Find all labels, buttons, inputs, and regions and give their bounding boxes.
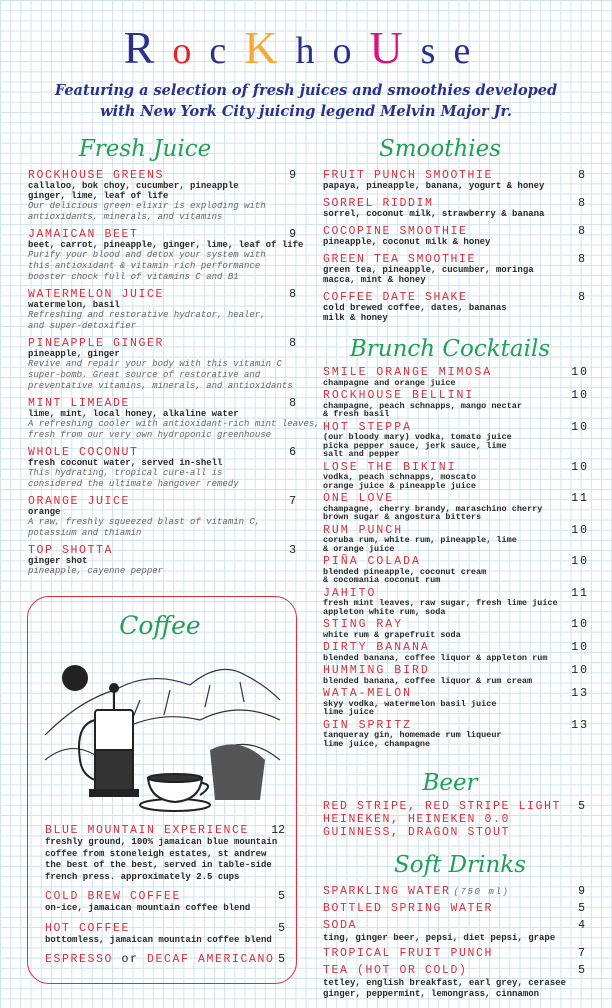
logo-letter: e	[453, 30, 489, 72]
item-ingredients: champagne, cherry brandy, maraschino cherry brown sugar & angostura bitters	[323, 503, 543, 522]
menu-item	[323, 420, 589, 459]
menu-item	[323, 557, 589, 585]
menu-item	[28, 289, 296, 332]
item-ingredients: champagne, peach schnapps, mango nectar & fresh basil	[323, 400, 522, 419]
logo-letter: K	[244, 22, 296, 73]
item-name-text: ONE LOVE	[323, 492, 395, 505]
item-ingredients: callaloo, bok choy, cucumber, pineapple ginger, lime, leaf of life	[28, 181, 239, 201]
menu-item	[323, 494, 589, 522]
logo-letter: s	[420, 30, 454, 72]
item-name	[28, 447, 296, 458]
item-name-text: JAMAICAN BEET	[28, 228, 139, 241]
item-name	[28, 289, 296, 300]
menu-item	[28, 228, 304, 283]
logo-letter: o	[332, 30, 370, 72]
item-price: 7	[578, 947, 585, 960]
logo-letter: U	[369, 22, 421, 73]
tagline-line-1: Featuring a selection of fresh juices and smoothies developed	[54, 82, 558, 99]
item-price: 10	[571, 664, 589, 677]
item-description: This hydrating, tropical cure-all is considered the ultimate hangover remedy	[28, 468, 239, 489]
beer-price: 5	[578, 800, 585, 813]
item-name	[45, 824, 285, 837]
item-name-text: PIÑA COLADA	[323, 555, 421, 568]
menu-item	[323, 292, 585, 323]
item-name-text: MINT LIMEADE	[28, 397, 131, 410]
item-name	[45, 953, 285, 966]
item-price: 11	[571, 586, 589, 600]
item-name	[323, 292, 585, 303]
item-price: 12	[271, 824, 285, 837]
item-price: 5	[578, 902, 585, 915]
menu-item-espresso	[45, 953, 285, 966]
item-price: 10	[571, 420, 589, 434]
item-name	[323, 901, 585, 916]
item-name	[323, 170, 585, 181]
item-ingredients: papaya, pineapple, banana, yogurt & honey	[323, 181, 545, 191]
menu-item	[323, 391, 589, 419]
restaurant-logo	[0, 22, 612, 77]
soft-drinks-list	[323, 884, 585, 1002]
item-ingredients: skyy vodka, watermelon basil juice lime juice	[323, 698, 497, 717]
item-ingredients: pineapple, coconut milk & honey	[323, 237, 491, 247]
item-name-text: BLUE MOUNTAIN EXPERIENCE	[45, 824, 250, 837]
item-ingredients: sorrel, coconut milk, strawberry & banana	[323, 209, 545, 219]
item-name-text: SPARKLING WATER	[323, 885, 451, 898]
item-price: 8	[578, 197, 585, 210]
sun-icon	[62, 665, 88, 691]
item-name-text: DIRTY BANANA	[323, 641, 430, 654]
item-name-text: LOSE THE BIKINI	[323, 460, 457, 474]
beer-line: RED STRIPE, RED STRIPE LIGHT	[323, 800, 562, 813]
menu-item	[323, 226, 585, 247]
menu-item	[28, 496, 296, 539]
item-description: Purify your blood and detox your system with this antioxidant & vitamin rich performance booster chock full of vitamins C and B1	[28, 250, 266, 282]
item-ingredients: coruba rum, white rum, pineapple, lime & orange juice	[323, 535, 517, 554]
menu-item	[323, 884, 585, 899]
menu-item	[28, 397, 320, 441]
item-price: 9	[289, 169, 296, 182]
item-price: 5	[278, 953, 285, 966]
decaf-americano-label: DECAF AMERICANO	[147, 953, 275, 966]
item-name	[28, 229, 296, 240]
menu-item	[323, 460, 589, 491]
menu-item	[45, 922, 285, 947]
menu-item	[323, 901, 585, 916]
item-name-text: STING RAY	[323, 618, 404, 631]
item-ingredients: orange	[28, 507, 61, 517]
item-name-text: COLD BREW COFFEE	[45, 890, 182, 903]
item-price: 3	[289, 544, 296, 557]
item-name-text: WHOLE COCONUT	[28, 446, 139, 459]
beer-line: GUINNESS, DRAGON STOUT	[323, 826, 511, 839]
brunch-cocktails-heading: Brunch Cocktails	[349, 336, 551, 362]
item-price: 13	[571, 718, 589, 732]
item-price: 8	[578, 169, 585, 182]
menu-item	[45, 824, 285, 883]
menu-item	[323, 643, 589, 662]
item-name-text: BOTTLED SPRING WATER	[323, 902, 494, 915]
item-price: 6	[289, 446, 296, 459]
item-name	[45, 922, 285, 935]
item-price: 13	[571, 687, 589, 700]
menu-item	[323, 368, 589, 387]
item-name-text: FRUIT PUNCH SMOOTHIE	[323, 169, 494, 182]
coffee-list	[45, 824, 285, 973]
item-name-text: ROCKHOUSE BELLINI	[323, 389, 475, 402]
coffee-illustration	[40, 640, 285, 815]
menu-item	[323, 586, 589, 617]
item-price: 10	[571, 523, 589, 537]
item-price: 10	[571, 641, 589, 654]
item-name-text: ROCKHOUSE GREENS	[28, 169, 165, 182]
item-ingredients: blended banana, coffee liquor & rum cream	[323, 675, 533, 686]
item-name	[28, 545, 296, 556]
item-price: 10	[571, 460, 589, 474]
item-name-text: WATA-MELON	[323, 687, 413, 700]
beer-line: HEINEKEN, HEINEKEN 0.0	[323, 813, 511, 826]
soft-drinks-heading: Soft Drinks	[393, 852, 526, 878]
item-name	[323, 963, 585, 978]
item-ingredients: watermelon, basil	[28, 300, 120, 310]
item-ingredients: bottomless, jamaican mountain coffee blend	[45, 934, 272, 945]
item-price: 5	[278, 890, 285, 903]
item-description: pineapple, cayenne pepper	[28, 566, 164, 576]
item-price: 10	[571, 555, 589, 568]
item-name	[323, 689, 589, 700]
espresso-label: ESPRESSO	[45, 953, 114, 966]
menu-item	[28, 170, 296, 223]
item-name-text: PINEAPPLE GINGER	[28, 337, 165, 350]
item-ingredients: ting, ginger beer, pepsi, diet pepsi, grape	[323, 933, 556, 943]
item-price: 10	[571, 366, 589, 379]
item-price: 5	[278, 921, 285, 935]
item-name	[323, 643, 589, 654]
french-press-icon	[79, 684, 138, 796]
brunch-cocktails-list	[323, 368, 589, 752]
item-description: A raw, freshly squeezed blast of vitamin C, potassium and thiamin	[28, 517, 261, 538]
item-ingredients: lime, mint, local honey, alkaline water	[28, 409, 239, 419]
logo-letter: R	[123, 22, 173, 73]
item-ingredients: fresh mint leaves, raw sugar, fresh lime juice appleton white rum, soda	[323, 598, 558, 617]
item-price: 8	[578, 253, 585, 266]
item-name-text: SORREL RIDDIM	[323, 197, 434, 210]
item-ingredients: beet, carrot, pineapple, ginger, lime, leaf of life	[28, 240, 304, 250]
logo-letter: c	[209, 30, 245, 72]
item-name	[323, 666, 589, 677]
menu-item	[323, 254, 585, 285]
menu-item	[323, 523, 589, 554]
item-price: 8	[578, 291, 585, 304]
item-name-text: JAHITO	[323, 586, 377, 600]
item-price: 8	[289, 288, 296, 301]
item-ingredients: champagne and orange juice	[323, 377, 456, 388]
or-label: or	[113, 953, 148, 966]
item-description: Revive and repair your body with this vitamin C super-bomb. Great source of restorative and preventative vitamins, minerals, and antioxidants	[28, 359, 293, 391]
item-ingredients: ginger shot	[28, 556, 88, 566]
beer-heading: Beer	[422, 770, 478, 796]
item-ingredients: vodka, peach schnapps, moscato orange juice & pineapple juice	[323, 472, 477, 491]
item-size-note: (750 ml)	[453, 887, 510, 897]
item-name	[323, 226, 585, 237]
item-price: 9	[289, 228, 296, 241]
item-ingredients: tetley, english breakfast, earl grey, cerasee ginger, peppermint, lemongrass, cinnamon	[323, 978, 567, 999]
menu-item	[28, 447, 296, 490]
tagline	[0, 80, 612, 122]
item-price: 10	[571, 618, 589, 631]
menu-item	[28, 338, 296, 392]
item-name	[323, 620, 589, 631]
item-name-text: TOP SHOTTA	[28, 544, 114, 557]
item-ingredients: on-ice, jamaican mountain coffee blend	[45, 903, 251, 913]
item-name	[323, 368, 589, 379]
item-name	[28, 398, 296, 409]
item-price: 10	[571, 389, 589, 402]
item-name	[323, 494, 589, 505]
item-price: 9	[578, 885, 585, 898]
menu-item	[323, 946, 585, 961]
item-name	[28, 496, 296, 507]
item-name	[323, 391, 589, 402]
item-name-text: HUMMING BIRD	[323, 664, 430, 677]
beer-list	[323, 800, 585, 839]
menu-item	[323, 963, 585, 1000]
fresh-juice-list	[28, 169, 320, 583]
item-description: A refreshing cooler with antioxidant-rich mint leaves, fresh from our very own hydroponic greenhouse	[28, 419, 320, 440]
item-price: 5	[578, 964, 585, 977]
item-description: Our delicious green elixir is exploding with antioxidants, minerals, and vitamins	[28, 201, 266, 222]
tagline-line-2: with New York City juicing legend Melvin Major Jr.	[100, 103, 512, 120]
item-name-text: COFFEE DATE SHAKE	[323, 291, 468, 304]
item-name	[323, 254, 585, 265]
fresh-juice-heading: Fresh Juice	[78, 136, 212, 162]
item-ingredients: tanqueray gin, homemade rum liqueur lime juice, champagne	[323, 730, 502, 749]
smoothies-list	[323, 170, 585, 330]
item-name-text: SODA	[323, 919, 358, 932]
item-name-text: TROPICAL FRUIT PUNCH	[323, 947, 494, 960]
item-name	[323, 918, 585, 933]
item-price: 8	[289, 337, 296, 350]
item-price: 4	[578, 919, 585, 932]
menu-item	[323, 198, 585, 219]
item-ingredients: fresh coconut water, served in-shell	[28, 458, 223, 468]
item-name	[28, 170, 296, 181]
menu-item	[323, 170, 585, 191]
item-name	[45, 890, 285, 903]
item-name	[323, 946, 585, 961]
smoothies-heading: Smoothies	[378, 136, 502, 162]
menu-item	[28, 545, 296, 577]
item-name-text: WATERMELON JUICE	[28, 288, 165, 301]
coffee-bag-icon	[210, 744, 265, 800]
menu-item	[45, 890, 285, 915]
item-name	[28, 338, 296, 349]
item-ingredients: blended banana, coffee liquor & appleton rum	[323, 652, 548, 663]
item-price: 11	[571, 492, 589, 505]
item-name	[323, 198, 585, 209]
item-ingredients: freshly ground, 100% jamaican blue mountain coffee from stoneleigh estates, st andrew the best of the best, served in table-side french press. approximately 2.5 cups	[45, 837, 278, 882]
item-name-text: ORANGE JUICE	[28, 495, 131, 508]
logo-letter: o	[172, 30, 210, 72]
item-name-text: GIN SPRITZ	[323, 718, 413, 732]
menu-item	[323, 718, 589, 749]
menu-item	[323, 666, 589, 685]
item-price: 8	[289, 397, 296, 410]
item-name-text: HOT COFFEE	[45, 921, 131, 935]
menu-item	[323, 918, 585, 944]
item-name-text: RUM PUNCH	[323, 523, 404, 537]
item-name-text: TEA (HOT OR COLD)	[323, 964, 468, 977]
coffee-heading: Coffee	[119, 611, 201, 640]
coffee-cup-icon	[140, 774, 210, 811]
logo-letter: h	[295, 30, 333, 72]
item-name-text: COCOPINE SMOOTHIE	[323, 225, 468, 238]
menu-item	[323, 620, 589, 639]
item-ingredients: blended pineapple, coconut cream & cocomania coconut rum	[323, 566, 487, 585]
item-description: Refreshing and restorative hydrator, healer, and super-detoxifier	[28, 310, 266, 331]
item-name	[323, 557, 589, 568]
item-ingredients: (our bloody mary) vodka, tomato juice picka pepper sauce, jerk sauce, lime salt and pepper	[323, 432, 512, 459]
item-ingredients: pineapple, ginger	[28, 349, 120, 359]
item-name-text: SMILE ORANGE MIMOSA	[323, 366, 493, 379]
item-ingredients: green tea, pineapple, cucumber, moringa macca, mint & honey	[323, 265, 534, 285]
item-ingredients: cold brewed coffee, dates, bananas milk & honey	[323, 303, 507, 323]
menu-item	[323, 689, 589, 717]
item-name	[323, 884, 585, 899]
item-price: 7	[289, 495, 296, 508]
item-price: 8	[578, 225, 585, 238]
item-name-text: HOT STEPPA	[323, 420, 413, 434]
item-ingredients: white rum & grapefruit soda	[323, 629, 461, 640]
item-name-text: GREEN TEA SMOOTHIE	[323, 253, 477, 266]
